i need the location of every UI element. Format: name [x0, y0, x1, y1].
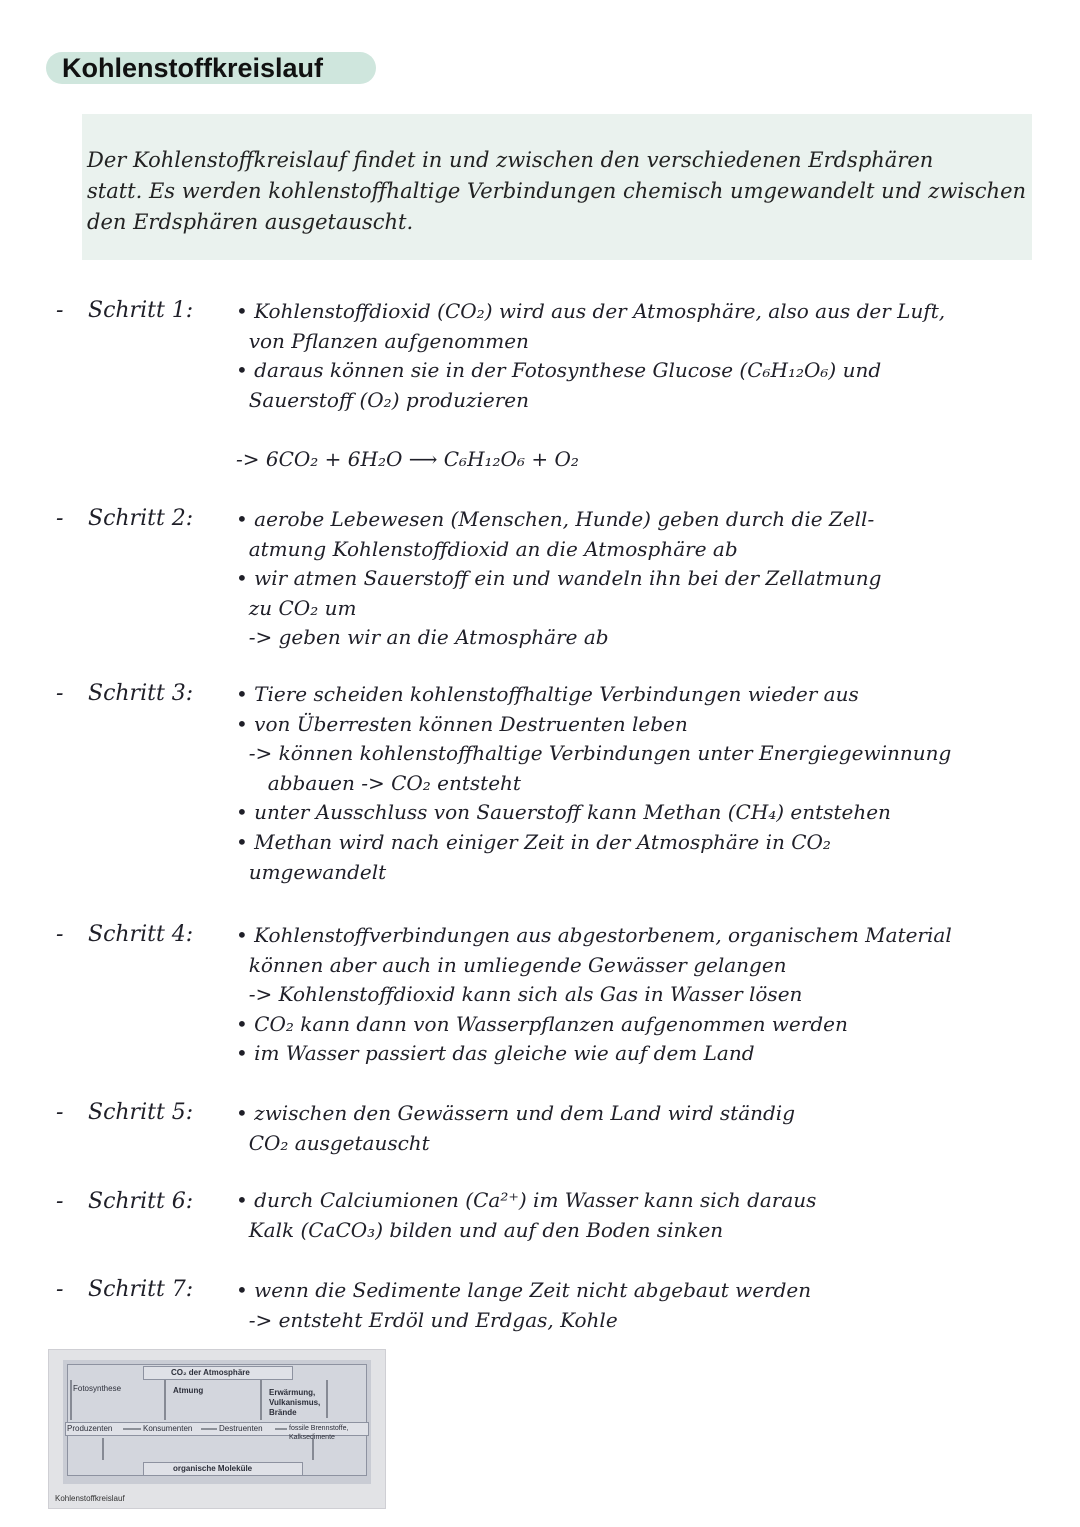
step-1-content — [236, 297, 945, 475]
step-line: Sauerstoff (O₂) produzieren — [236, 387, 529, 412]
diagram-panel — [63, 1360, 371, 1484]
atmosphere-label: CO₂ der Atmosphäre — [171, 1368, 250, 1377]
step-line: • aerobe Lebewesen (Menschen, Hunde) geben durch die Zell- — [236, 507, 875, 531]
figure-caption: Kohlenstoffkreislauf — [55, 1494, 125, 1503]
organic-molecules-label: organische Moleküle — [173, 1464, 253, 1473]
intro-line: Der Kohlenstoffkreislauf findet in und zwischen den verschiedenen Erdsphären — [87, 148, 934, 172]
step-line: -> geben wir an die Atmosphäre ab — [236, 625, 609, 650]
step-line: • Methan wird nach einiger Zeit in der Atmosphäre in CO₂ — [236, 829, 831, 854]
step-line: • zwischen den Gewässern und dem Land wird ständig — [236, 1101, 795, 1125]
step-line: • im Wasser passiert das gleiche wie auf dem Land — [236, 1041, 755, 1066]
step-line: • wir atmen Sauerstoff ein und wandeln ihn bei der Zellatmung — [236, 566, 882, 591]
step-line: von Pflanzen aufgenommen — [236, 328, 529, 353]
step-line: atmung Kohlenstoffdioxid an die Atmosphäre ab — [236, 536, 738, 561]
step-2-content — [236, 505, 881, 653]
decomposers-label: Destruenten — [219, 1424, 263, 1433]
step-5-label: - Schritt 5: — [56, 1100, 194, 1125]
step-line: können aber auch in umliegende Gewässer gelangen — [236, 952, 787, 977]
step-line: CO₂ ausgetauscht — [236, 1130, 430, 1155]
step-1-label: - Schritt 1: — [56, 298, 194, 323]
step-line: • Kohlenstoffdioxid (CO₂) wird aus der Atmosphäre, also aus der Luft, — [236, 299, 946, 323]
step-line: • daraus können sie in der Fotosynthese Glucose (C₆H₁₂O₆) und — [236, 358, 882, 383]
respiration-label: Atmung — [173, 1386, 204, 1395]
step-line: • von Überresten können Destruenten leben — [236, 711, 688, 736]
step-line: • CO₂ kann dann von Wasserpflanzen aufgenommen werden — [236, 1011, 848, 1036]
diagram-arrows — [63, 1360, 371, 1484]
step-line: -> können kohlenstoffhaltige Verbindungen unter Energiegewinnung — [236, 741, 952, 766]
step-line: umgewandelt — [236, 859, 387, 884]
step-4-content — [236, 921, 952, 1069]
volcanism-label: Vulkanismus, — [269, 1398, 321, 1407]
step-line — [236, 415, 945, 445]
step-4-label: - Schritt 4: — [56, 922, 194, 947]
carbon-cycle-figure — [48, 1349, 386, 1509]
fires-label: Brände — [269, 1408, 297, 1417]
limestone-label: Kalksedimente — [289, 1434, 335, 1441]
warming-label: Erwärmung, — [269, 1388, 316, 1397]
consumers-label: Konsumenten — [143, 1424, 193, 1433]
reaction-equation: -> 6CO₂ + 6H₂O ⟶ C₆H₁₂O₆ + O₂ — [236, 446, 579, 471]
step-line: Kalk (CaCO₃) bilden und auf den Boden sinken — [236, 1217, 724, 1242]
intro-box — [82, 114, 1032, 260]
intro-line: den Erdsphären ausgetauscht. — [87, 210, 414, 234]
step-line: • unter Ausschluss von Sauerstoff kann Methan (CH₄) entstehen — [236, 800, 891, 825]
producers-label: Produzenten — [67, 1424, 113, 1433]
step-6-label: - Schritt 6: — [56, 1189, 194, 1214]
photosynthesis-label: Fotosynthese — [73, 1384, 122, 1393]
intro-line: statt. Es werden kohlenstoffhaltige Verbindungen chemisch umgewandelt und zwischen — [87, 179, 1027, 203]
step-3-label: - Schritt 3: — [56, 681, 194, 706]
step-2-label: - Schritt 2: — [56, 506, 194, 531]
step-line: -> entsteht Erdöl und Erdgas, Kohle — [236, 1307, 618, 1332]
page-title: Kohlenstoffkreislauf — [62, 53, 324, 83]
fossil-fuels-label: fossile Brennstoffe, — [289, 1425, 349, 1432]
step-6-content — [236, 1186, 816, 1245]
step-line: abbauen -> CO₂ entsteht — [236, 770, 521, 795]
step-7-content — [236, 1276, 811, 1335]
step-line: • durch Calciumionen (Ca²⁺) im Wasser kann sich daraus — [236, 1188, 817, 1212]
step-7-label: - Schritt 7: — [56, 1277, 194, 1302]
step-line: zu CO₂ um — [236, 595, 357, 620]
step-line: • wenn die Sedimente lange Zeit nicht abgebaut werden — [236, 1278, 812, 1302]
step-line: • Tiere scheiden kohlenstoffhaltige Verbindungen wieder aus — [236, 682, 859, 706]
step-line: -> Kohlenstoffdioxid kann sich als Gas in Wasser lösen — [236, 982, 803, 1007]
step-line: • Kohlenstoffverbindungen aus abgestorbenem, organischem Material — [236, 923, 952, 947]
step-3-content — [236, 680, 951, 887]
step-5-content — [236, 1099, 795, 1158]
